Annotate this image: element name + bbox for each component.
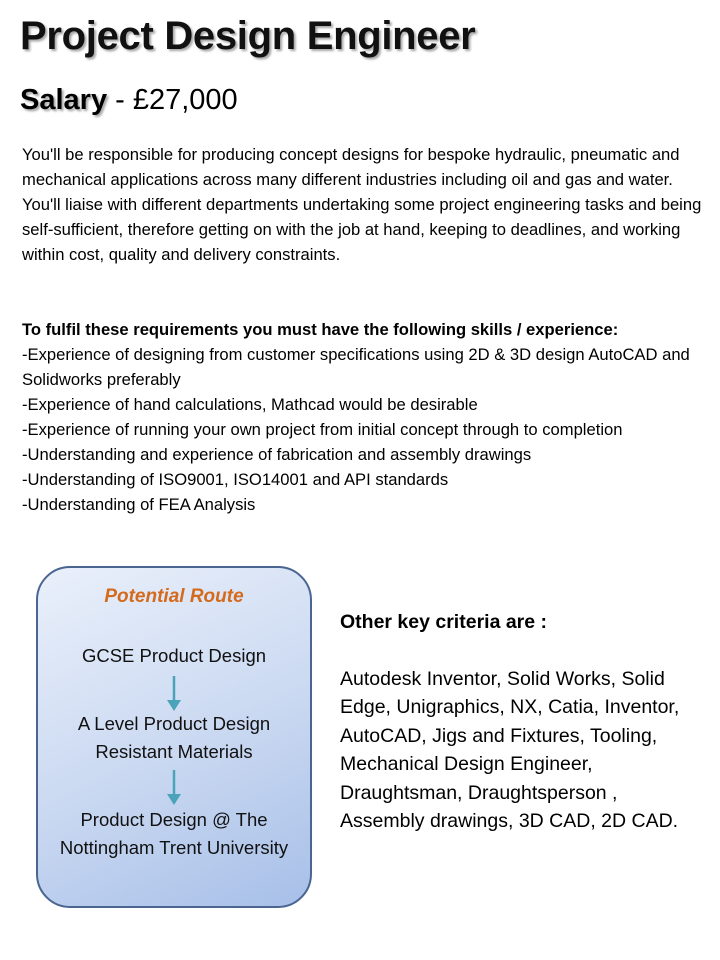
- requirements-list: [22, 342, 702, 517]
- requirement-item: -Understanding and experience of fabrication and assembly drawings: [22, 445, 532, 464]
- requirements-heading: To fulfil these requirements you must have the following skills / experience:: [22, 320, 619, 339]
- page-title: Project Design Engineer: [20, 14, 476, 58]
- salary-label: Salary: [20, 84, 108, 116]
- job-description: You'll be responsible for producing concept designs for bespoke hydraulic, pneumatic and mechanical applications across many different industries including oil and gas and water. You'll liaise with different departments undertaking some project engineering tasks and being self-sufficient, therefore getting on with the job at hand, keeping to deadlines, and working within cost, quality and delivery constraints.: [22, 145, 702, 264]
- down-arrow-icon: [165, 770, 183, 806]
- requirement-item: -Experience of running your own project from initial concept through to completion: [22, 420, 623, 439]
- criteria-heading: Other key criteria are :: [340, 611, 548, 633]
- requirement-item: -Experience of hand calculations, Mathcad would be desirable: [22, 395, 478, 414]
- route-step-gcse: GCSE Product Design: [81, 645, 267, 666]
- route-step-university: Product Design @ The Nottingham Trent University: [59, 809, 289, 858]
- key-criteria: [340, 608, 690, 836]
- route-step-a-level: A Level Product Design Resistant Materials: [77, 713, 271, 762]
- route-title: Potential Route: [104, 586, 244, 607]
- salary-line: [20, 84, 238, 117]
- down-arrow-icon: [165, 676, 183, 712]
- requirement-item: -Experience of designing from customer specifications using 2D & 3D design AutoCAD and Solidworks preferably: [22, 345, 690, 389]
- criteria-body: Autodesk Inventor, Solid Works, Solid Edge, Unigraphics, NX, Catia, Inventor, AutoCAD, Jigs and Fixtures, Tooling, Mechanical Design Engineer, Draughtsman, Draughtsperson , Assembly drawings, 3D CAD, 2D CAD.: [340, 667, 680, 832]
- salary-separator: -: [107, 84, 133, 116]
- requirement-item: -Understanding of FEA Analysis: [22, 495, 256, 514]
- potential-route-box: [36, 566, 312, 908]
- requirement-item: -Understanding of ISO9001, ISO14001 and API standards: [22, 470, 449, 489]
- salary-value: £27,000: [132, 84, 238, 116]
